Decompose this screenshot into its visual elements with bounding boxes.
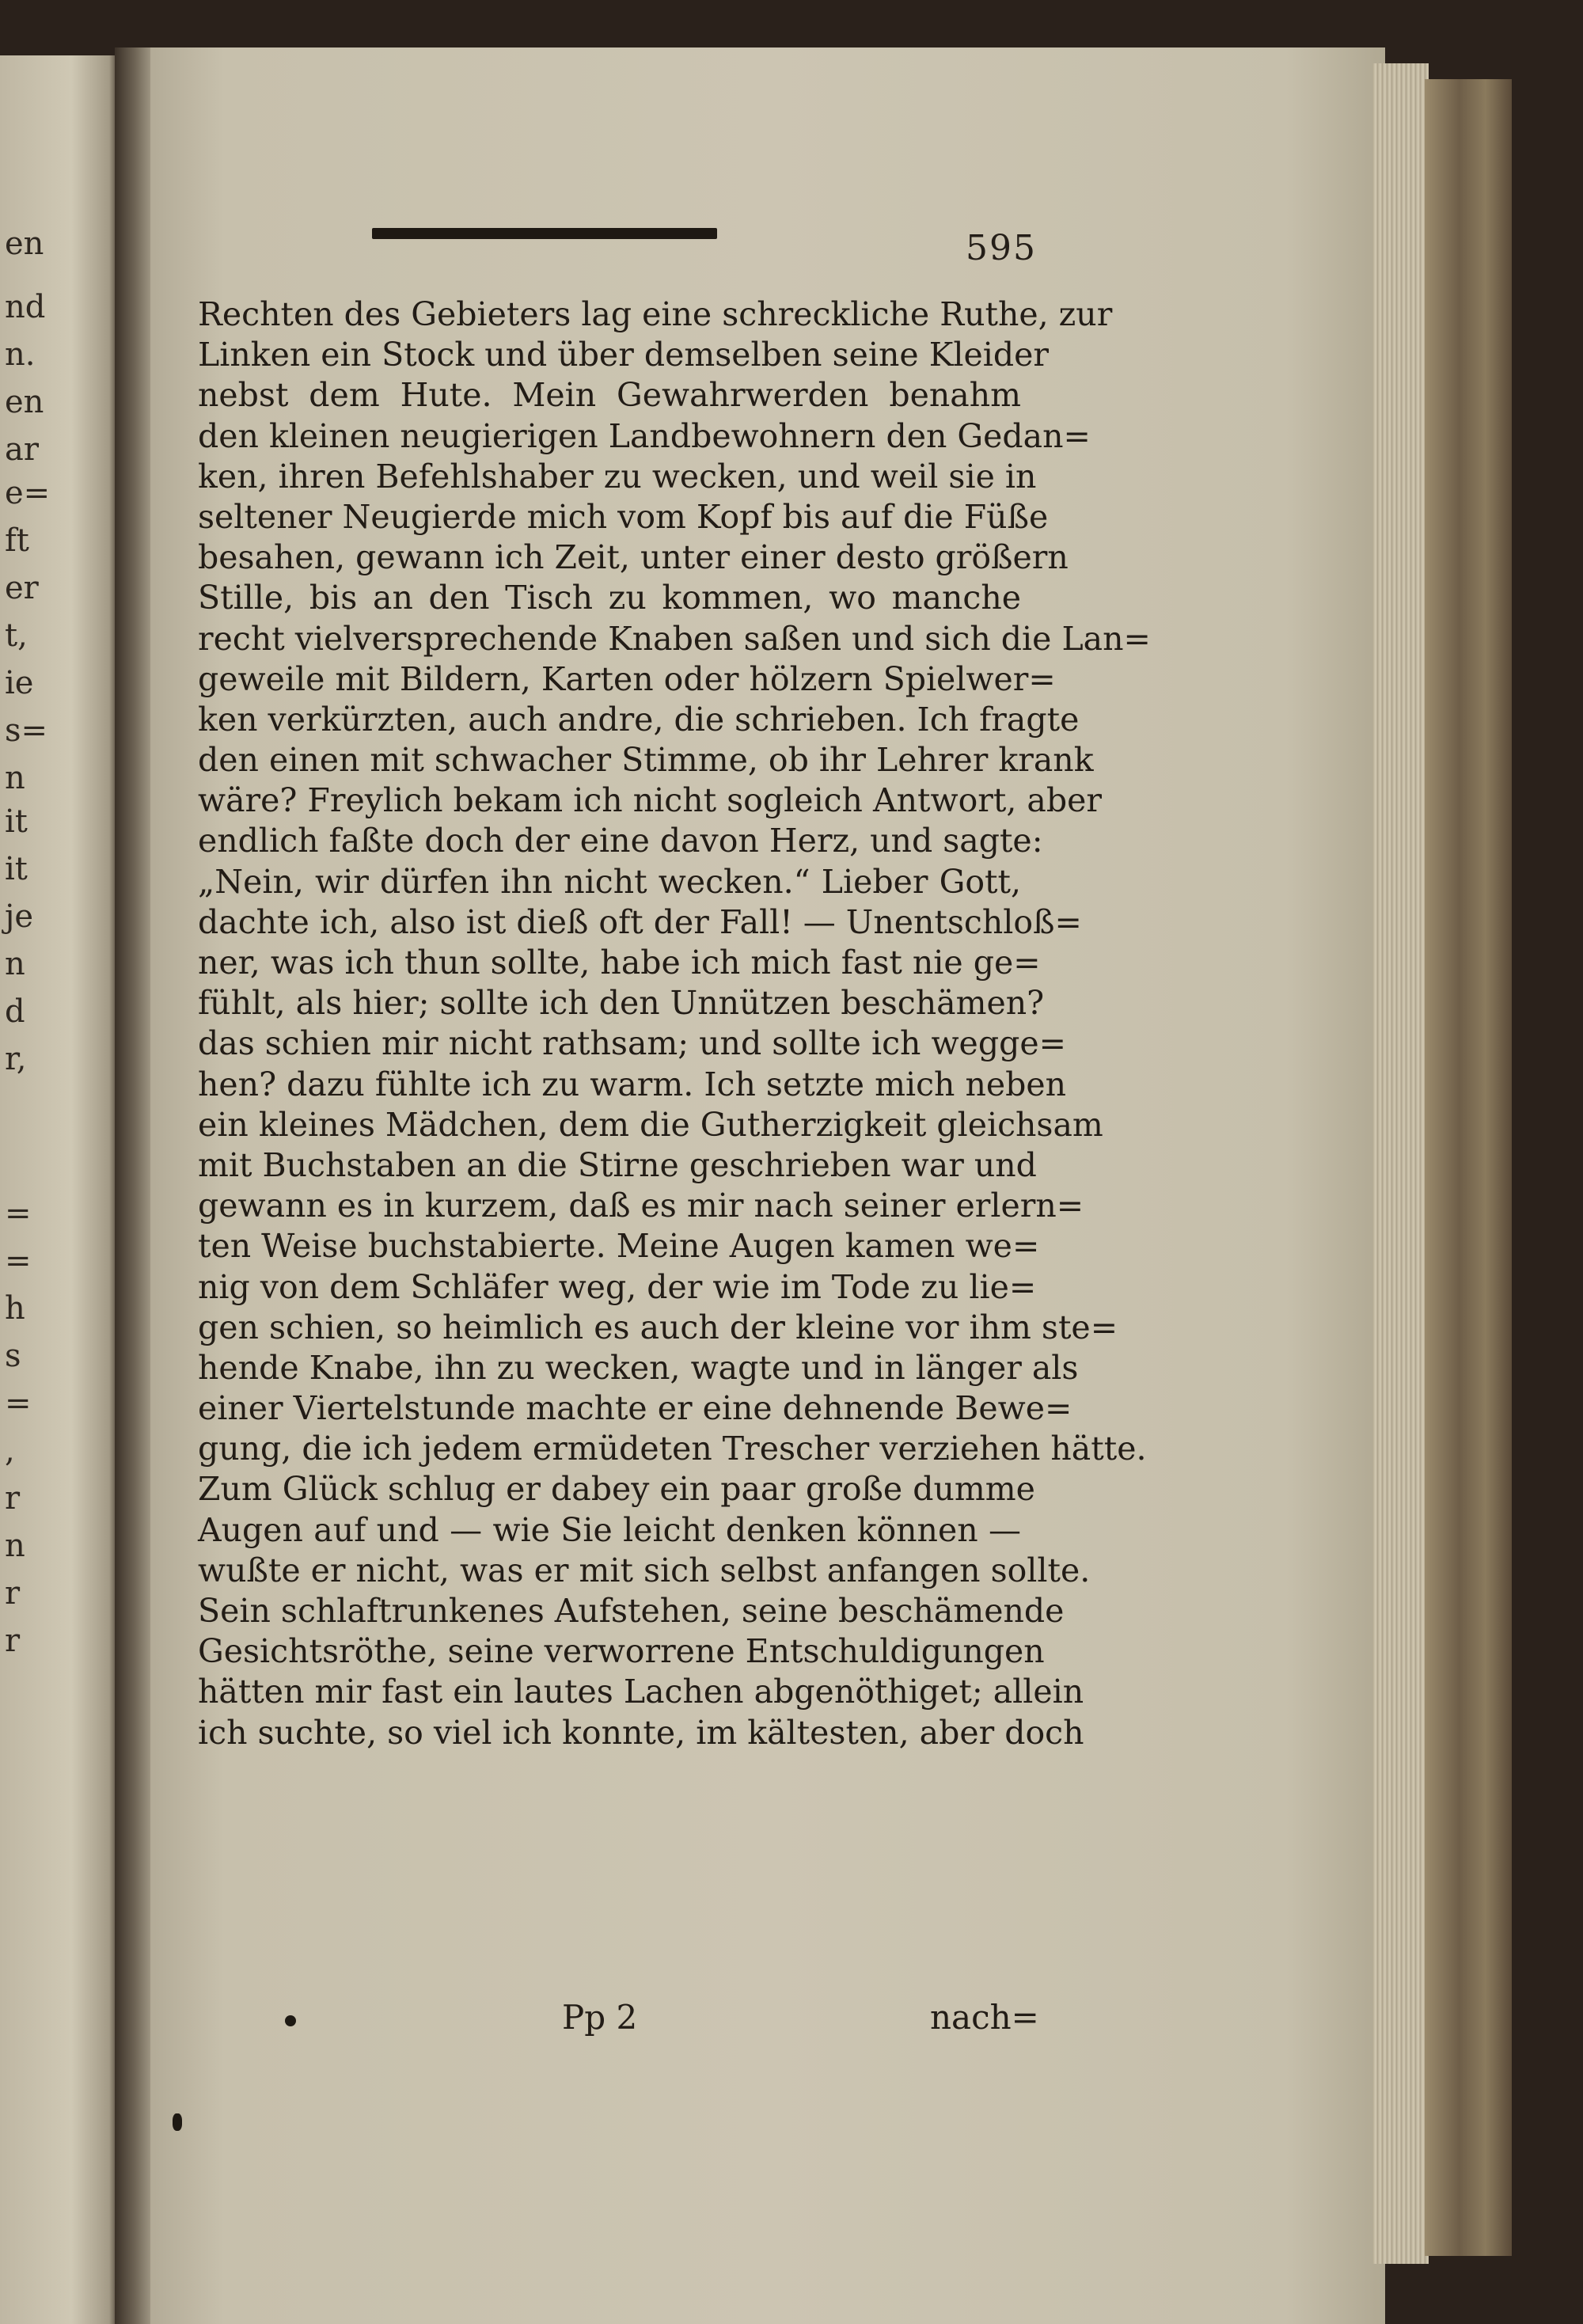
body-text bbox=[198, 294, 1151, 1753]
text-line: fühlt, als hier; sollte ich den Unnützen beschämen? bbox=[198, 984, 1045, 1023]
facing-page-fragment: = bbox=[5, 1385, 32, 1422]
text-line: seltener Neugierde mich vom Kopf bis auf die Füße bbox=[198, 497, 1049, 536]
facing-page-fragment: n bbox=[5, 946, 25, 982]
text-line: den einen mit schwacher Stimme, ob ihr Lehrer krank bbox=[198, 741, 1094, 780]
text-line: Stille, bis an den Tisch zu kommen, wo manche bbox=[198, 579, 1021, 617]
text-line: Gesichtsröthe, seine verworrene Entschuldigungen bbox=[198, 1632, 1045, 1671]
text-line: geweile mit Bildern, Karten oder hölzern Spielwer= bbox=[198, 659, 1056, 698]
facing-page-fragment: = bbox=[5, 1243, 32, 1279]
text-line: mit Buchstaben an die Stirne geschrieben war und bbox=[198, 1145, 1037, 1184]
page-number: 595 bbox=[966, 228, 1037, 268]
text-line: nig von dem Schläfer weg, der wie im Tode zu lie= bbox=[198, 1267, 1037, 1306]
facing-page-fragment: s= bbox=[5, 712, 48, 749]
text-line: Rechten des Gebieters lag eine schreckliche Ruthe, zur bbox=[198, 295, 1113, 333]
facing-page-fragment: ft bbox=[5, 522, 29, 559]
facing-page-fragment: n bbox=[5, 1528, 25, 1564]
text-line: wußte er nicht, was er mit sich selbst anfangen sollte. bbox=[198, 1551, 1091, 1589]
facing-page-fragment: en bbox=[5, 384, 44, 420]
text-line: nebst dem Hute. Mein Gewahrwerden benahm bbox=[198, 376, 1021, 415]
facing-page-fragment: n bbox=[5, 760, 25, 796]
text-line: gewann es in kurzem, daß es mir nach seiner erlern= bbox=[198, 1187, 1084, 1225]
text-line: recht vielversprechende Knaben saßen und sich die Lan= bbox=[198, 619, 1151, 658]
facing-page-fragment: t, bbox=[5, 617, 28, 654]
facing-page-fragment: , bbox=[5, 1433, 15, 1469]
facing-page-fragment: nd bbox=[5, 289, 46, 325]
text-line: wäre? Freylich bekam ich nicht sogleich Antwort, aber bbox=[198, 781, 1102, 820]
text-line: dachte ich, also ist dieß oft der Fall! — Unentschloß= bbox=[198, 902, 1082, 941]
facing-page-fragment: s bbox=[5, 1338, 21, 1374]
text-line: den kleinen neugierigen Landbewohnern den Gedan= bbox=[198, 416, 1091, 455]
facing-page-edge bbox=[0, 55, 119, 2324]
text-line: ken verkürzten, auch andre, die schrieben. Ich fragte bbox=[198, 700, 1080, 739]
facing-page-fragment: r, bbox=[5, 1041, 27, 1077]
header-rule bbox=[372, 228, 717, 239]
text-line: ken, ihren Befehlshaber zu wecken, und weil sie in bbox=[198, 457, 1037, 496]
bullet-icon bbox=[285, 2015, 296, 2026]
facing-page-fragment: = bbox=[5, 1195, 32, 1232]
text-line: „Nein, wir dürfen ihn nicht wecken.“ Lieber Gott, bbox=[198, 862, 1021, 901]
facing-page-fragment: r bbox=[5, 1623, 21, 1659]
page-edges bbox=[1373, 63, 1429, 2264]
text-line: hätten mir fast ein lautes Lachen abgenöthiget; allein bbox=[198, 1673, 1084, 1711]
text-line: das schien mir nicht rathsam; und sollte ich wegge= bbox=[198, 1024, 1066, 1063]
text-line: hen? dazu fühlte ich zu warm. Ich setzte mich neben bbox=[198, 1065, 1067, 1103]
facing-page-fragment: r bbox=[5, 1575, 21, 1612]
book-cover-edge bbox=[1425, 79, 1512, 2256]
text-line: gen schien, so heimlich es auch der kleine vor ihm ste= bbox=[198, 1308, 1118, 1346]
facing-page-fragment: d bbox=[5, 993, 25, 1030]
facing-page-fragment: ar bbox=[5, 431, 39, 468]
facing-page-fragment: ie bbox=[5, 665, 34, 701]
text-line: ein kleines Mädchen, dem die Gutherzigkeit gleichsam bbox=[198, 1105, 1103, 1144]
text-line: Sein schlaftrunkenes Aufstehen, seine beschämende bbox=[198, 1592, 1065, 1630]
facing-page-fragment: en bbox=[5, 226, 44, 262]
text-line: Linken ein Stock und über demselben seine Kleider bbox=[198, 336, 1049, 374]
facing-page-fragment: h bbox=[5, 1290, 25, 1327]
text-line: ner, was ich thun sollte, habe ich mich fast nie ge= bbox=[198, 944, 1041, 982]
text-line: ich suchte, so viel ich konnte, im kältesten, aber doch bbox=[198, 1713, 1084, 1752]
text-line: Zum Glück schlug er dabey ein paar große dumme bbox=[198, 1470, 1035, 1509]
facing-page-fragment: je bbox=[5, 898, 34, 935]
signature-mark: Pp 2 bbox=[562, 1998, 638, 2037]
facing-page-fragment: e= bbox=[5, 475, 51, 511]
text-line: hende Knabe, ihn zu wecken, wagte und in länger als bbox=[198, 1348, 1079, 1387]
facing-page-fragment: it bbox=[5, 851, 28, 887]
facing-page-fragment: it bbox=[5, 803, 28, 840]
gutter-shadow bbox=[115, 47, 154, 2324]
text-line: gung, die ich jedem ermüdeten Trescher verziehen hätte. bbox=[198, 1430, 1147, 1468]
text-line: einer Viertelstunde machte er eine dehnende Bewe= bbox=[198, 1389, 1072, 1428]
ink-spot-icon bbox=[173, 2113, 182, 2131]
facing-page-fragment: r bbox=[5, 1480, 21, 1517]
text-line: endlich faßte doch der eine davon Herz, und sagte: bbox=[198, 822, 1043, 860]
text-line: Augen auf und — wie Sie leicht denken können — bbox=[198, 1510, 1021, 1549]
catchword: nach= bbox=[930, 1998, 1039, 2037]
text-line: ten Weise buchstabierte. Meine Augen kamen we= bbox=[198, 1227, 1040, 1266]
facing-page-fragment: n. bbox=[5, 336, 36, 373]
facing-page-fragment: er bbox=[5, 570, 39, 606]
text-line: besahen, gewann ich Zeit, unter einer desto größern bbox=[198, 538, 1069, 577]
